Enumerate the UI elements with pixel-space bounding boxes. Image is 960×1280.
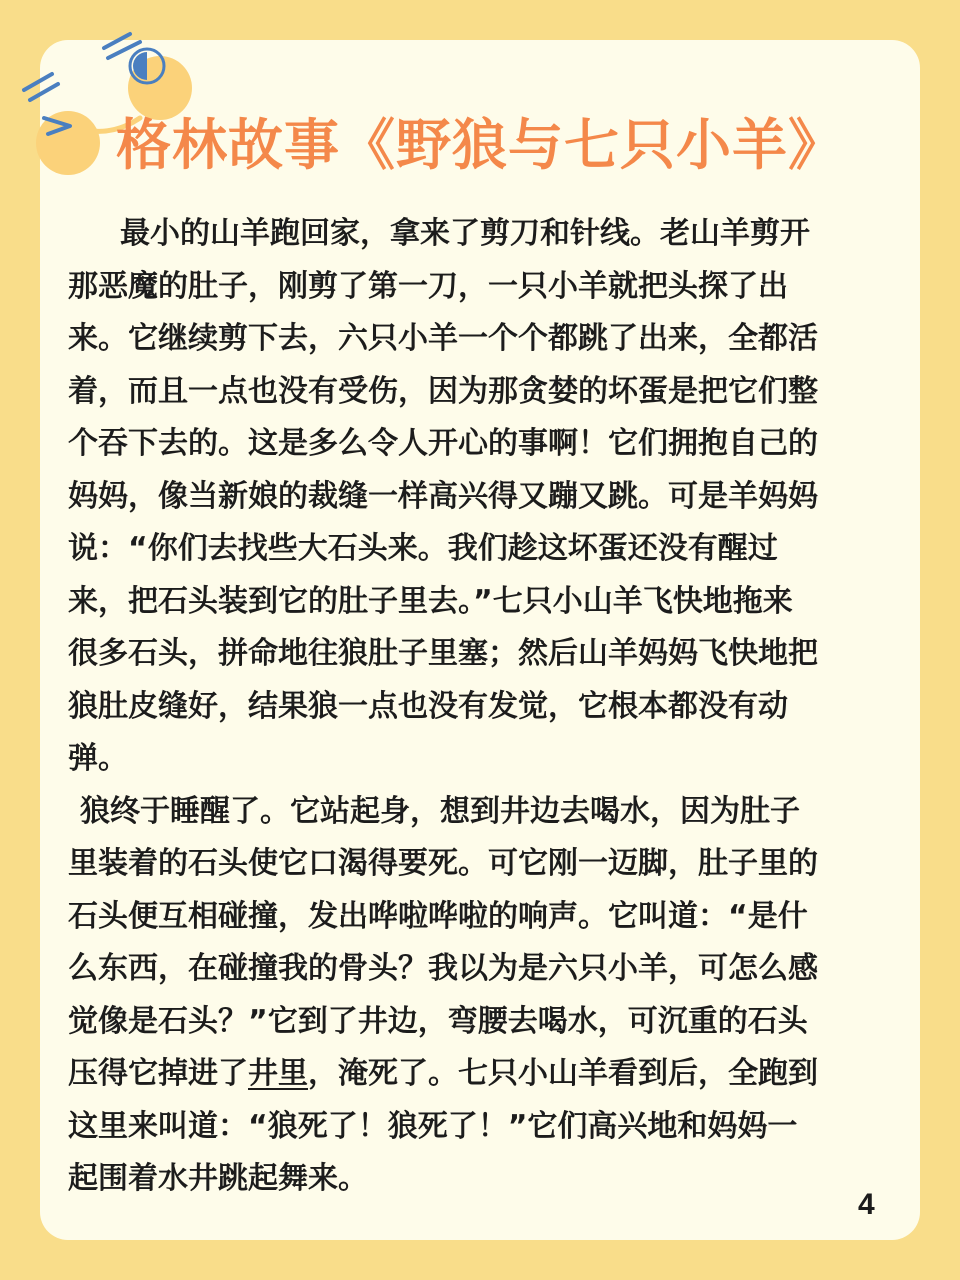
text-segment: ，淹死了。七只小山羊看到后，全跑到 (308, 1056, 818, 1091)
text-line (68, 1048, 898, 1101)
text-line: 起围着水井跳起舞来。 (68, 1161, 368, 1196)
text-line: 狼肚皮缝好，结果狼一点也没有发觉，它根本都没有动 (68, 688, 788, 724)
text-line: 么东西，在碰撞我的骨头？我以为是六只小羊，可怎么感 (68, 951, 818, 986)
text-line: 里装着的石头使它口渴得要死。可它刚一迈脚，肚子里的 (68, 846, 818, 881)
text-line: 弹。 (68, 741, 128, 776)
text-line: 很多石头，拼命地往狼肚子里塞；然后山羊妈妈飞快地把 (68, 636, 818, 671)
story-text (68, 208, 898, 1206)
text-line: 妈妈，像当新娘的裁缝一样高兴得又蹦又跳。可是羊妈妈 (68, 478, 818, 514)
page-title: 格林故事《野狼与七只小羊》 (115, 113, 844, 177)
text-line: 这里来叫道：“狼死了！狼死了！”它们高兴地和妈妈一 (68, 1108, 798, 1144)
text-line: 个吞下去的。这是多么令人开心的事啊！它们拥抱自己的 (68, 426, 818, 461)
text-line: 狼终于睡醒了。它站起身，想到井边去喝水，因为肚子 (80, 793, 800, 829)
text-line: 说：“你们去找些大石头来。我们趁这坏蛋还没有醒过 (68, 531, 778, 566)
text-segment: 压得它掉进了 (68, 1056, 248, 1091)
underlined-word: 井里 (248, 1056, 308, 1091)
text-line: 最小的山羊跑回家，拿来了剪刀和针线。老山羊剪开 (120, 216, 810, 251)
text-line: 石头便互相碰撞，发出哗啦哗啦的响声。它叫道：“是什 (68, 898, 808, 934)
text-line: 着，而且一点也没有受伤，因为那贪婪的坏蛋是把它们整 (68, 373, 818, 409)
text-line: 觉像是石头？”它到了井边，弯腰去喝水，可沉重的石头 (68, 1003, 808, 1039)
page-number: 4 (858, 1188, 875, 1221)
text-line: 那恶魔的肚子，刚剪了第一刀，一只小羊就把头探了出 (68, 268, 788, 304)
text-line: 来，把石头装到它的肚子里去。”七只小山羊飞快地拖来 (68, 583, 793, 619)
text-line: 来。它继续剪下去，六只小羊一个个都跳了出来，全都活 (68, 321, 818, 356)
